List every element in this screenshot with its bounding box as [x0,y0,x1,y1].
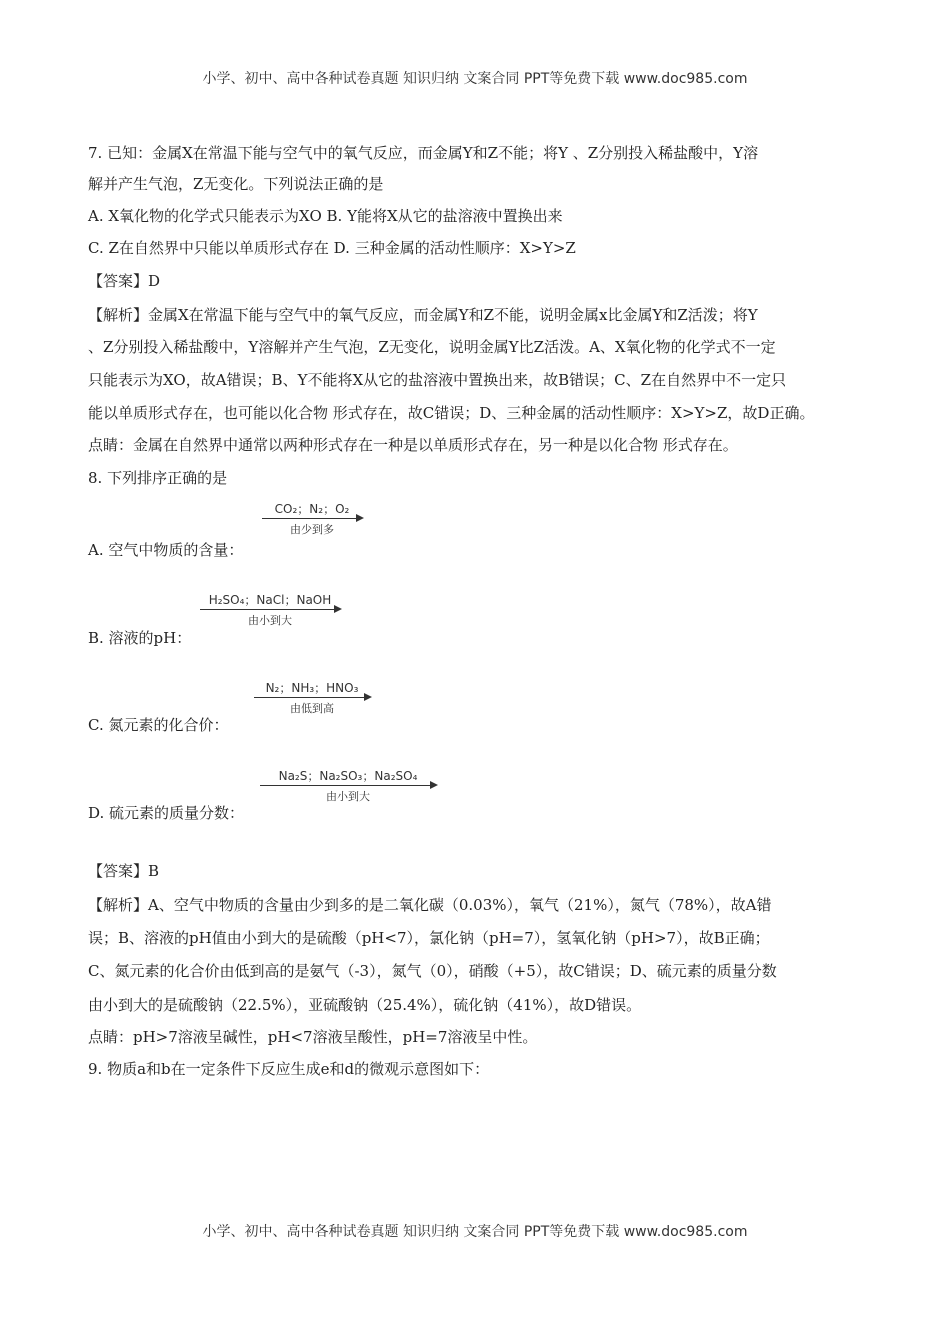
page-header: 小学、初中、高中各种试卷真题 知识归纳 文案合同 PPT等免费下载 www.doc985.com [202,71,748,87]
q7-stem-line-1: 7. 已知：金属X在常温下能与空气中的氧气反应，而金属Y和Z不能；将Y 、Z分别投入稀盐酸中，Y溶 [88,144,759,162]
q8-option-a-compounds: CO₂；N₂；O₂ [274,502,350,516]
q8-analysis-line-4: 由小到大的是硫酸钠（22.5%），亚硫酸钠（25.4%），硫化钠（41%），故D错误。 [88,996,642,1014]
q8-option-b-compounds: H₂SO₄；NaCl；NaOH [208,593,332,607]
q8-option-d-label: D. 硫元素的质量分数： [88,804,245,822]
q8-option-b-label: B. 溶液的pH： [88,629,192,647]
q8-option-d-compounds: Na₂S；Na₂SO₃；Na₂SO₄ [278,769,418,783]
page-footer: 小学、初中、高中各种试卷真题 知识归纳 文案合同 PPT等免费下载 www.doc985.com [202,1224,748,1240]
q7-stem-line-2: 解并产生气泡，Z无变化。下列说法正确的是 [88,175,384,193]
q8-analysis-line-2: 误；B、溶液的pH值由小到大的是硫酸（pH<7），氯化钠（pH=7），氢氧化钠（pH>7），故B正确； [88,929,770,947]
q7-analysis-line-1: 【解析】金属X在常温下能与空气中的氧气反应，而金属Y和Z不能，说明金属x比金属Y和Z活泼；将Y [88,306,758,324]
q7-analysis-line-4: 能以单质形式存在，也可能以化合物 形式存在，故C错误；D、三种金属的活动性顺序：X>Y>Z，故D正确。 [88,404,815,422]
q8-option-b-formula [200,591,340,628]
q8-option-c-formula [254,679,370,716]
q8-option-a-formula [262,500,362,537]
q8-option-c-order: 由低到高 [290,702,334,715]
arrow-icon [254,697,370,698]
q8-option-d-order: 由小到大 [326,790,370,803]
q8-option-a-order: 由少到多 [290,523,334,536]
q8-answer: 【答案】B [88,862,160,880]
q8-option-c-compounds: N₂；NH₃；HNO₃ [265,681,359,695]
arrow-icon [200,609,340,610]
q8-tip: 点睛：pH>7溶液呈碱性，pH<7溶液呈酸性，pH=7溶液呈中性。 [88,1028,538,1046]
q7-options-ab: A. X氧化物的化学式只能表示为XO B. Y能将X从它的盐溶液中置换出来 [88,207,563,225]
q7-answer: 【答案】D [88,272,161,290]
q7-analysis-line-3: 只能表示为XO，故A错误；B、Y不能将X从它的盐溶液中置换出来，故B错误；C、Z在自然界中不一定只 [88,371,787,389]
arrow-icon [262,518,362,519]
q8-option-a-label: A. 空气中物质的含量： [88,541,244,559]
q8-option-d-formula [260,767,436,804]
q8-stem: 8. 下列排序正确的是 [88,469,228,487]
q7-analysis-line-2: 、Z分别投入稀盐酸中，Y溶解并产生气泡，Z无变化，说明金属Y比Z活泼。A、X氧化物的化学式不一定 [88,338,776,356]
q7-options-cd: C. Z在自然界中只能以单质形式存在 D. 三种金属的活动性顺序：X>Y>Z [88,239,576,257]
q8-option-c-label: C. 氮元素的化合价： [88,716,229,734]
q8-analysis-line-3: C、氮元素的化合价由低到高的是氨气（-3），氮气（0），硝酸（+5），故C错误；D、硫元素的质量分数 [88,962,777,980]
q8-option-b-order: 由小到大 [248,614,292,627]
q7-tip: 点睛：金属在自然界中通常以两种形式存在一种是以单质形式存在，另一种是以化合物 形式存在。 [88,436,738,454]
q9-stem: 9. 物质a和b在一定条件下反应生成e和d的微观示意图如下： [88,1060,490,1078]
q8-analysis-line-1: 【解析】A、空气中物质的含量由少到多的是二氧化碳（0.03%），氧气（21%），氮气（78%），故A错 [88,896,772,914]
arrow-icon [260,785,436,786]
